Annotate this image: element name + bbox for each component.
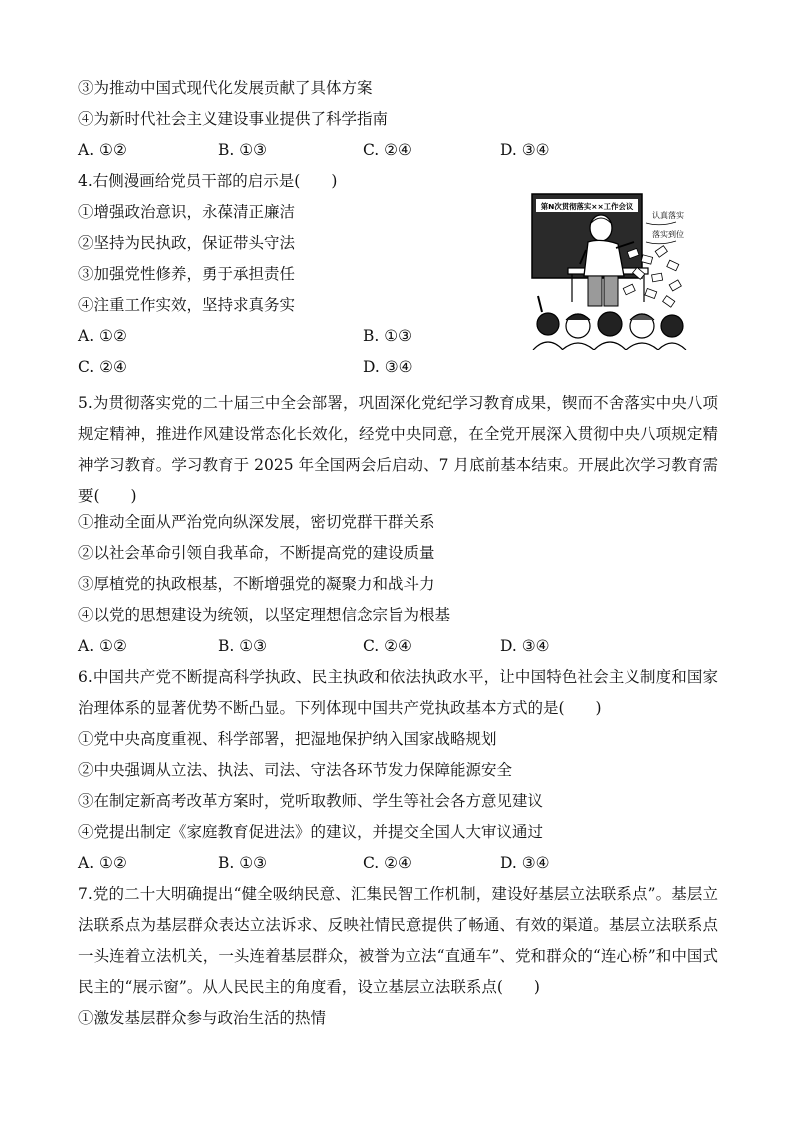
q5-option-a: A. ①② xyxy=(78,637,127,655)
q4-option-c: C. ②④ xyxy=(78,358,127,376)
q4-option-b: B. ①③ xyxy=(363,327,413,345)
q4-option-a: A. ①② xyxy=(78,327,127,345)
q7-stem: 7.党的二十大明确提出“健全吸纳民意、汇集民智工作机制，建设好基层立法联系点”。基层立法联系点为基层群众表达立法诉求、反映社情民意提供了畅通、有效的渠道。基层立法联系点一头连着立法机关，一头连着基层群众，被誉为立法“直通车”、党和群众的“连心桥”和中国式民主的“展示窗”。从人民民主的角度看，设立基层立法联系点( ) xyxy=(78,885,718,996)
prev-option-c: C. ②④ xyxy=(363,141,412,159)
q5-item-4: ④以党的思想建设为统领，以坚定理想信念宗旨为根基 xyxy=(78,606,451,624)
q4-stem: 4.右侧漫画给党员干部的启示是( ) xyxy=(78,172,338,190)
q7-item-1: ①激发基层群众参与政治生活的热情 xyxy=(78,1009,327,1027)
q5-item-1: ①推动全面从严治党向纵深发展，密切党群干群关系 xyxy=(78,513,435,531)
q4-item-2: ②坚持为民执政，保证带头守法 xyxy=(78,234,296,252)
prev-option-d: D. ③④ xyxy=(500,141,550,159)
q4-item-1: ①增强政治意识，永葆清正廉洁 xyxy=(78,203,296,221)
speech-bubble-1: 认真落实 xyxy=(652,211,684,220)
q4-item-4: ④注重工作实效，坚持求真务实 xyxy=(78,296,296,314)
prev-option-b: B. ①③ xyxy=(218,141,268,159)
q6-item-3: ③在制定新高考改革方案时，党听取教师、学生等社会各方意见建议 xyxy=(78,792,544,810)
q6-item-1: ①党中央高度重视、科学部署，把湿地保护纳入国家战略规划 xyxy=(78,730,497,748)
board-text: 第N次贯彻落实××工作会议 xyxy=(540,202,634,211)
q6-option-d: D. ③④ xyxy=(500,854,550,872)
prev-item-4: ④为新时代社会主义建设事业提供了科学指南 xyxy=(78,110,389,128)
q6-option-c: C. ②④ xyxy=(363,854,412,872)
q6-item-4: ④党提出制定《家庭教育促进法》的建议，并提交全国人大审议通过 xyxy=(78,823,544,841)
q6-option-a: A. ①② xyxy=(78,854,127,872)
q5-item-2: ②以社会革命引领自我革命，不断提高党的建设质量 xyxy=(78,544,435,562)
q6-item-2: ②中央强调从立法、执法、司法、守法各环节发力保障能源安全 xyxy=(78,761,513,779)
q4-option-d: D. ③④ xyxy=(363,358,413,376)
q5-option-b: B. ①③ xyxy=(218,637,268,655)
q6-stem: 6.中国共产党不断提高科学执政、民主执政和依法执政水平，让中国特色社会主义制度和国家治理体系的显著优势不断凸显。下列体现中国共产党执政基本方式的是( ) xyxy=(78,668,718,717)
meeting-cartoon xyxy=(528,190,688,350)
speech-bubble-2: 落实到位 xyxy=(652,230,684,239)
q5-option-c: C. ②④ xyxy=(363,637,412,655)
q5-item-3: ③厚植党的执政根基，不断增强党的凝聚力和战斗力 xyxy=(78,575,435,593)
q4-item-3: ③加强党性修养，勇于承担责任 xyxy=(78,265,296,283)
prev-item-3: ③为推动中国式现代化发展贡献了具体方案 xyxy=(78,79,373,97)
q5-option-d: D. ③④ xyxy=(500,637,550,655)
prev-option-a: A. ①② xyxy=(78,141,127,159)
q5-stem: 5.为贯彻落实党的二十届三中全会部署，巩固深化党纪学习教育成果，锲而不舍落实中央八项规定精神，推进作风建设常态化长效化，经党中央同意，在全党开展深入贯彻中央八项规定精神学习教育。学习教育于 2025 年全国两会后启动、7 月底前基本结束。开展此次学习教育需要( ) xyxy=(78,394,718,505)
q6-option-b: B. ①③ xyxy=(218,854,268,872)
